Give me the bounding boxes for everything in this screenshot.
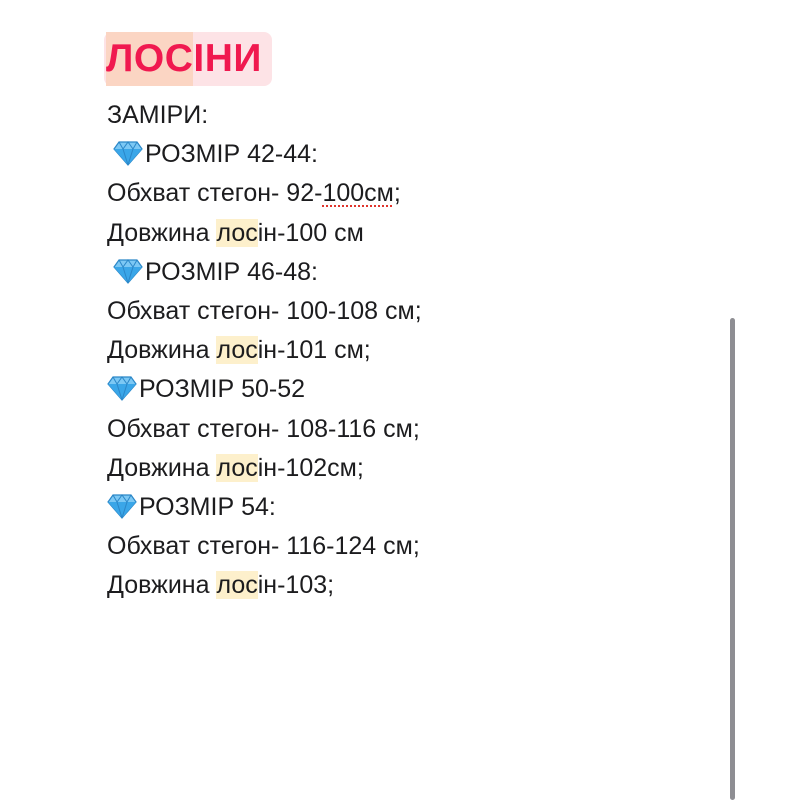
spellcheck-underlined-text: 100см [322,179,394,208]
size-label: РОЗМІР 46-48: [145,257,318,286]
length-line-2: Довжина лосін-101 см; [107,336,371,365]
vertical-scrollbar[interactable] [730,318,735,800]
size-label: РОЗМІР 54: [139,492,276,521]
hip-girth-line-1: Обхват стегон- 92-100см; [107,179,401,208]
highlighted-word: лос [216,218,258,247]
size-heading-2 [107,253,727,292]
hip-girth-line-4: Обхват стегон- 116-124 см; [107,532,420,561]
hip-girth-line-3: Обхват стегон- 108-116 см; [107,414,420,443]
note-title [104,32,272,86]
size-label: РОЗМІР 50-52 [139,375,306,404]
title-rest-part: ІНИ [193,37,262,80]
highlighted-word: лос [216,571,258,600]
gem-icon [107,375,137,401]
highlighted-word: лос [216,336,258,365]
size-heading-1 [107,135,727,174]
highlighted-word: лос [216,453,258,482]
size-heading-3 [107,370,727,409]
gem-icon [107,493,137,519]
gem-icon [113,140,143,166]
note-body [107,96,727,605]
measurements-heading: ЗАМІРИ: [107,101,209,129]
gem-icon [113,258,143,284]
size-label: РОЗМІР 42-44: [145,140,318,169]
hip-girth-line-2: Обхват стегон- 100-108 см; [107,296,422,325]
length-line-4: Довжина лосін-103; [107,571,335,600]
title-highlighted-part: ЛОС [106,32,193,86]
length-line-3: Довжина лосін-102см; [107,453,364,482]
length-line-1: Довжина лосін-100 см [107,218,364,247]
size-heading-4 [107,488,727,527]
